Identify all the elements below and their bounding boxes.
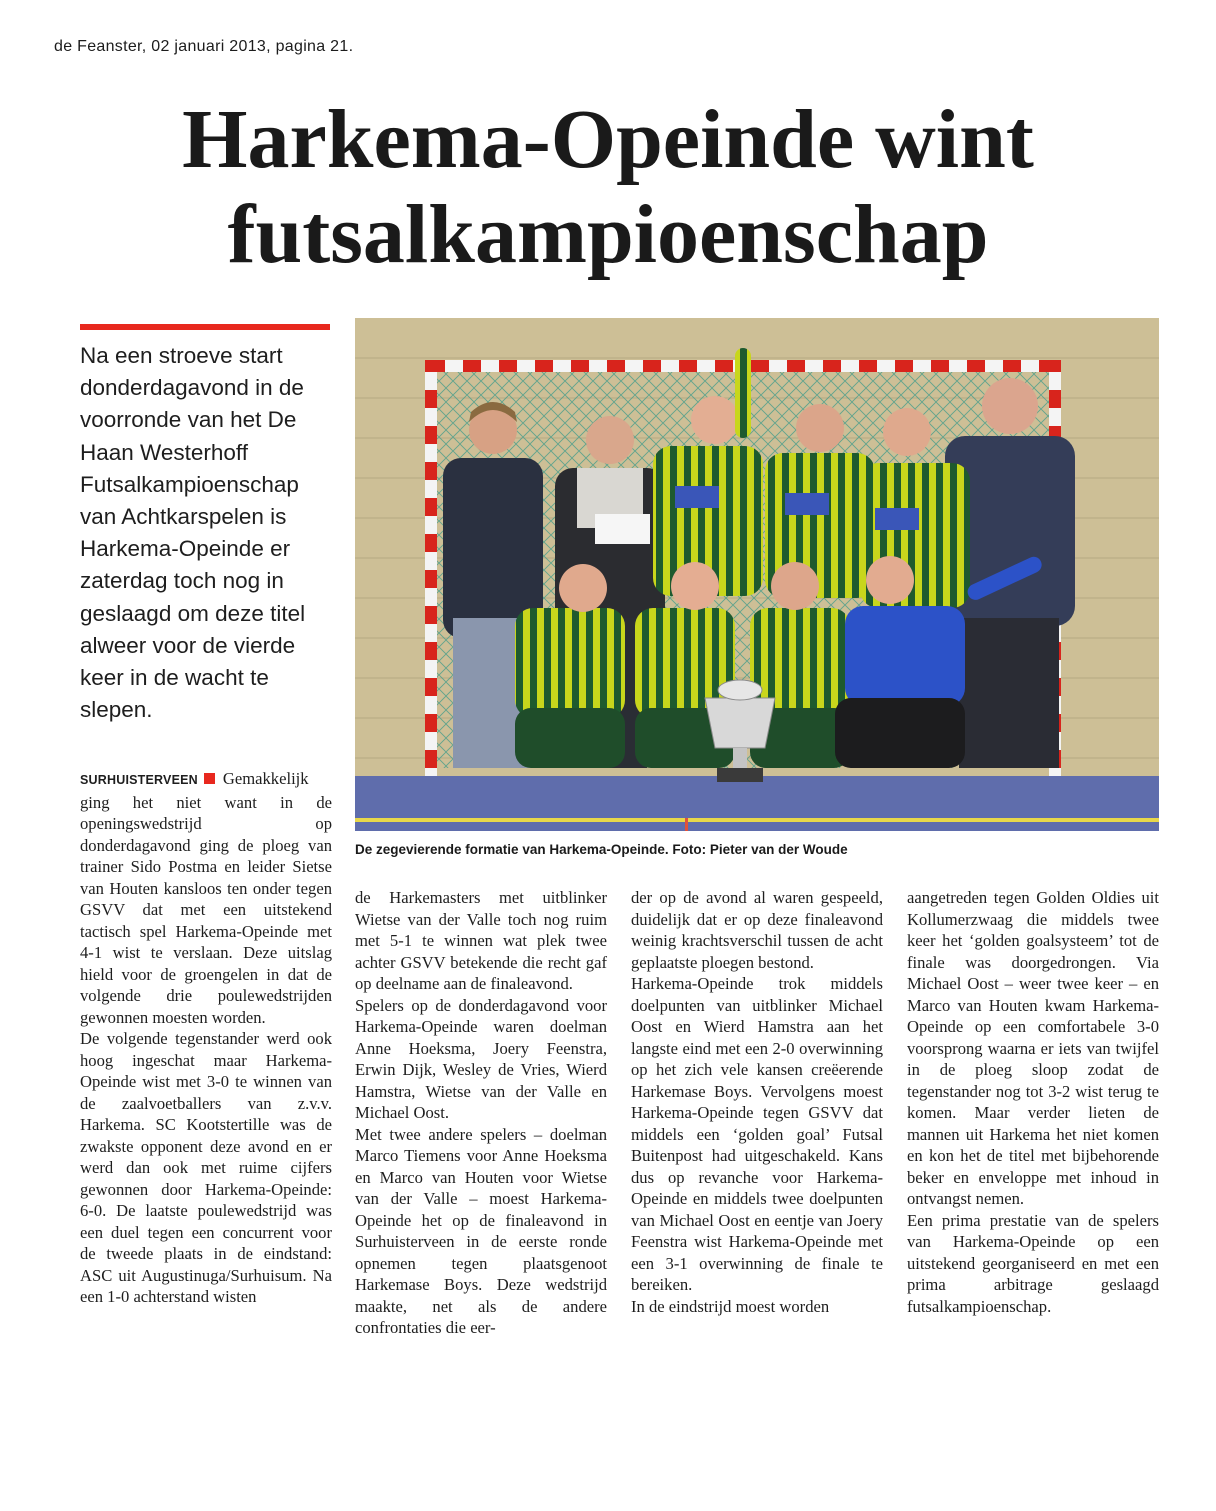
red-square-marker	[204, 773, 215, 784]
article-paragraph: Spelers op de donderdagavond voor Harkema-Opeinde waren doelman Anne Hoeksma, Joery Feenstra, Erwin Dijk, Wesley de Vries, Wierd Hamstra, Wietse van der Valle en Michael Oost.	[355, 995, 607, 1122]
article-paragraph: der op de avond al waren gespeeld, duidelijk dat er op deze finaleavond weinig krachtsverschil tussen de acht geplaatste ploegen bestond.	[631, 888, 883, 972]
article-paragraph	[80, 768, 332, 1028]
team-photo	[355, 318, 1159, 831]
headline-line-1: Harkema-Opeinde wint	[182, 93, 1034, 186]
dateline: SURHUISTERVEEN	[80, 773, 198, 787]
article-paragraph: aangetreden tegen Golden Oldies uit Kollumerzwaag die middels twee keer het ‘golden goalsysteem’ tot de finale was doorgedrongen. Via Michael Oost – weer twee keer – en Marco van Houten kwam Harkema-Opeinde op een comfortabele 3-0 voorsprong waarna er iets van twijfel in de ploeg sloop zodat de tegenstander nog tot 3-2 wist terug te komen. Maar verder lieten de mannen uit Harkema het niet komen en kon het de titel met bijbehorende beker en enveloppe met inhoud in ontvangst nemen.	[907, 888, 1159, 1208]
article-paragraph: De volgende tegenstander werd ook hoog ingeschat maar Harkema-Opeinde wist met 3-0 te winnen van de zaalvoetballers van z.v.v. Harkema. SC Kootstertille was de zwakste opponent deze avond en er werd dan ook met ruime cijfers gewonnen door Harkema-Opeinde: 6-0. De laatste poulewedstrijd was een duel tegen een concurrent voor de tweede plaats in de eindstand: ASC uit Augustinuga/Surhuisum. Na een 1-0 achterstand wisten	[80, 1029, 332, 1306]
headline	[0, 92, 1216, 282]
source-line: de Feanster, 02 januari 2013, pagina 21.	[54, 38, 354, 55]
article-paragraph: In de eindstrijd moest worden	[631, 1296, 830, 1316]
article-text: Gemakkelijk ging het niet want in de openingswedstrijd op donderdagavond ging de ploeg van trainer Sido Postma en leider Sietse van Houten kansloos ten onder tegen GSVV dat met een uitstekend tactisch spel Harkema-Opeinde met 4-1 wist te verslaan. Deze uitslag hield voor de groengelen in dat de volgende drie poulewedstrijden gewonnen moesten worden.	[80, 769, 332, 1027]
article-paragraph: Een prima prestatie van de spelers van Harkema-Opeinde op een uitstekend georganiseerd en met een prima arbitrage geslaagd futsalkampioenschap.	[907, 1210, 1159, 1316]
intro-paragraph: Na een stroeve start donderdagavond in de voorronde van het De Haan Westerhoff Futsalkampioenschap van Achtkarspelen is Harkema-Opeinde er zaterdag toch nog in geslaagd om deze titel alweer voor de vierde keer in de wacht te slepen.	[80, 343, 306, 723]
photo-caption: De zegevierende formatie van Harkema-Opeinde. Foto: Pieter van der Woude	[355, 842, 848, 857]
intro-accent-bar	[80, 324, 330, 330]
article-column-1	[80, 768, 332, 1308]
headline-line-2: futsalkampioenschap	[227, 188, 989, 281]
article-column-4	[907, 887, 1159, 1317]
article-paragraph: de Harkemasters met uitblinker Wietse van der Valle toch nog ruim met 5-1 te winnen wat plek twee achter GSVV betekende die recht gaf op deelname aan de finaleavond.	[355, 888, 607, 993]
article-column-2	[355, 887, 607, 1339]
article-column-3	[631, 887, 883, 1317]
team-photo-illustration	[355, 318, 1159, 831]
article-paragraph: Harkema-Opeinde trok middels doelpunten van uitblinker Michael Oost en Wierd Hamstra aan het langste eind met een 2-0 overwinning op het zich vele kansen creëerende Harkemase Boys. Vervolgens moest Harkema-Opeinde tegen GSVV dat middels een ‘golden goal’ Futsal Buitenpost had uitgeschakeld. Kans dus op revanche voor Harkema-Opeinde en middels twee doelpunten van Michael Oost en eentje van Joery Feenstra wist Harkema-Opeinde met een 3-1 overwinning de finale te bereiken.	[631, 974, 883, 1294]
article-paragraph: Met twee andere spelers – doelman Marco Tiemens voor Anne Hoeksma en Marco van Houten voor Wietse van der Valle – moest Harkema-Opeinde het op de finaleavond in Surhuisterveen in de eerste ronde opnemen tegen plaatsgenoot Harkemase Boys. Deze wedstrijd maakte, net als de andere confrontaties die eer-	[355, 1124, 607, 1337]
